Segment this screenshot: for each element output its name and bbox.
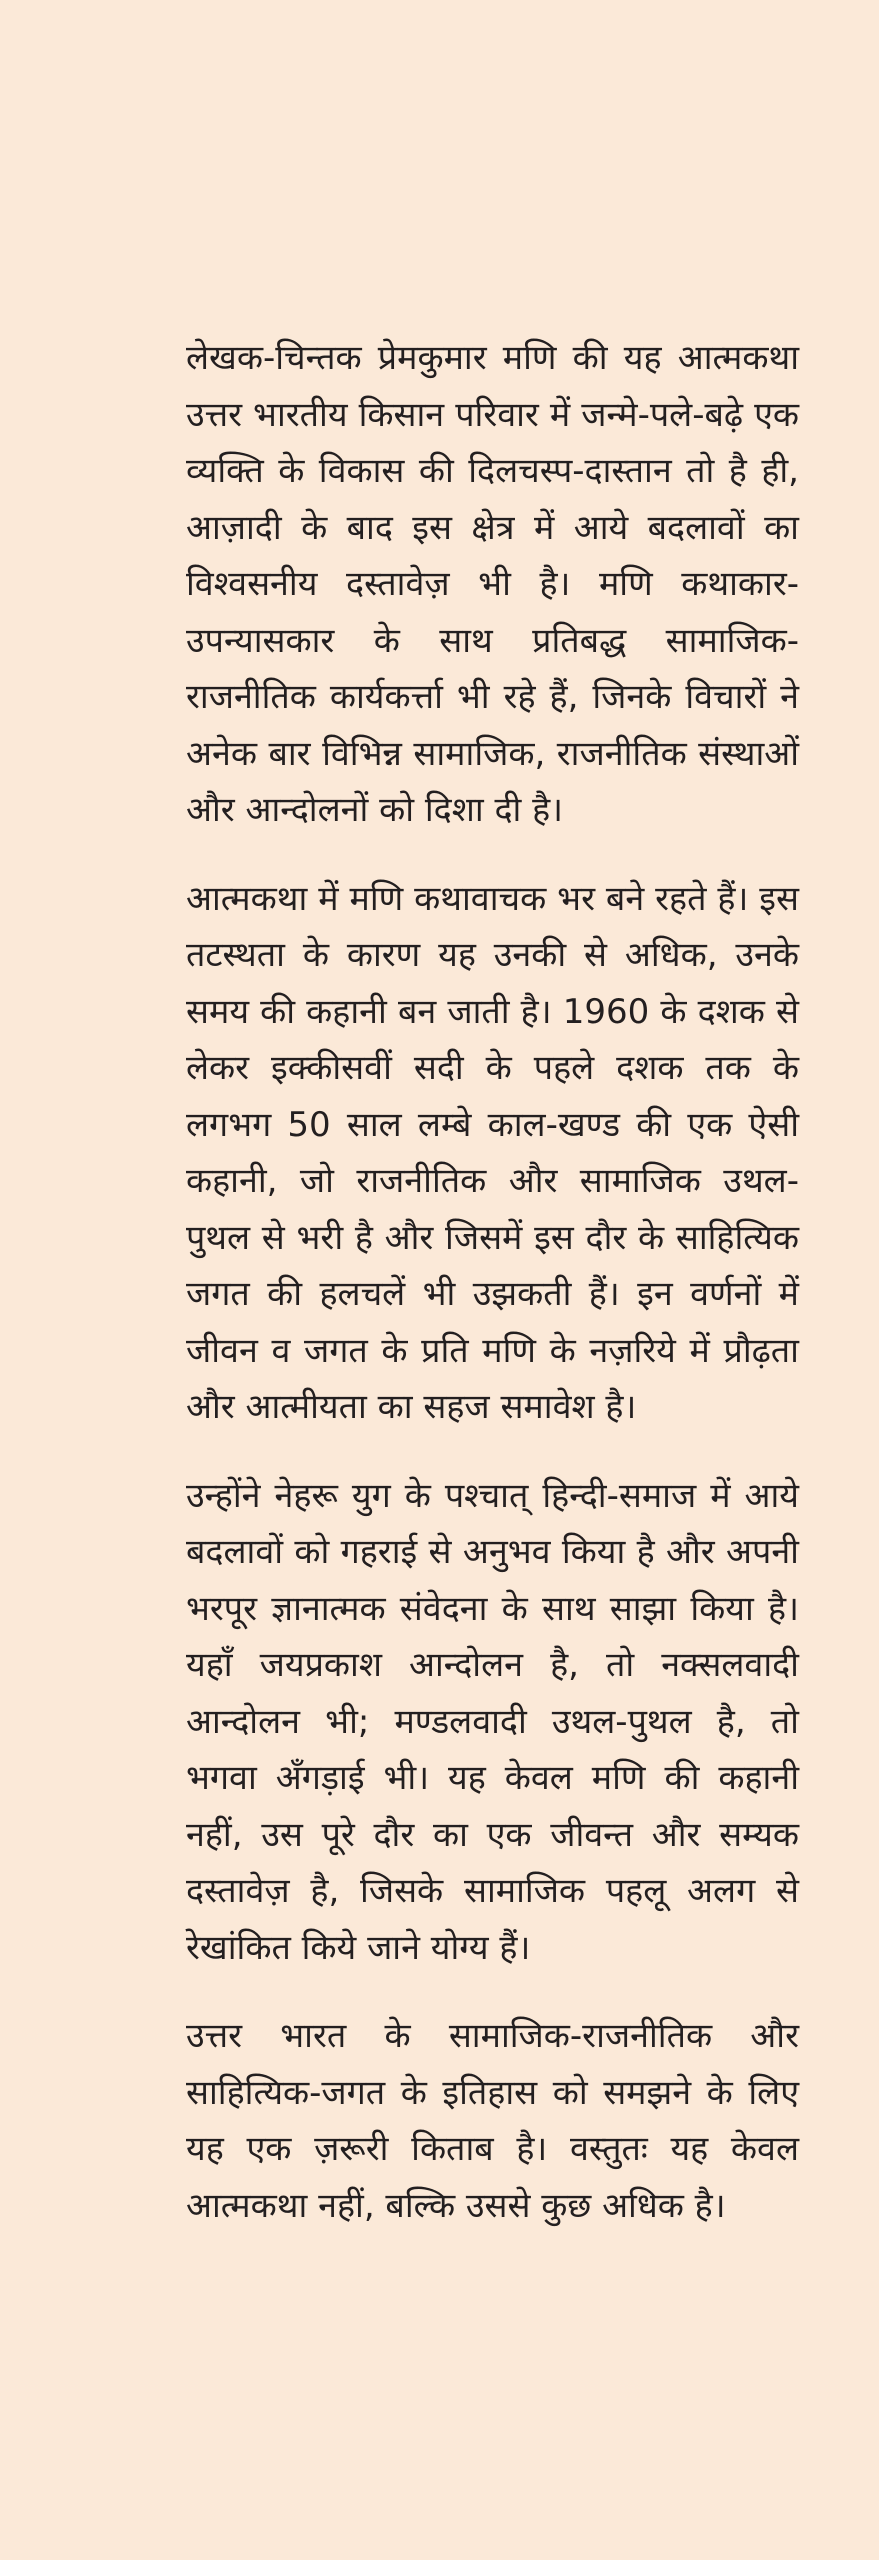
paragraph-narrator: आत्मकथा में मणि कथावाचक भर बने रहते हैं। इस तटस्थता के कारण यह उनकी से अधिक, उनके समय की कहानी बन जाती है। 1960 के दशक से लेकर इक्कीसवीं सदी के पहले दशक तक के लगभग 50 साल लम्बे काल-खण्ड की एक ऐसी कहानी, जो राजनीतिक और सामाजिक उथल-पुथल से भरी है और जिसमें इस दौर के साहित्यिक जगत की हलचलें भी उझकती हैं। इन वर्णनों में जीवन व जगत के प्रति मणि के नज़रिये में प्रौढ़ता और आत्मीयता का सहज समावेश है। <box>186 878 799 1427</box>
paragraph-era: उन्होंने नेहरू युग के पश्चात् हिन्दी-समाज में आये बदलावों को गहराई से अनुभव किया है और अपनी भरपूर ज्ञानात्मक संवेदना के साथ साझा किया है। यहाँ जयप्रकाश आन्दोलन है, तो नक्सलवादी आन्दोलन भी; मण्डलवादी उथल-पुथल है, तो भगवा अँगड़ाई भी। यह केवल मणि की कहानी नहीं, उस पूरे दौर का एक जीवन्त और सम्यक दस्तावेज़ है, जिसके सामाजिक पहलू अलग से रेखांकित किये जाने योग्य हैं। <box>186 1475 799 1968</box>
paragraph-conclusion: उत्तर भारत के सामाजिक-राजनीतिक और साहित्यिक-जगत के इतिहास को समझने के लिए यह एक ज़रूरी किताब है। वस्तुतः यह केवल आत्मकथा नहीं, बल्कि उससे कुछ अधिक है। <box>186 2016 799 2226</box>
blurb-text <box>186 330 799 2266</box>
paragraph-intro: लेखक-चिन्तक प्रेमकुमार मणि की यह आत्मकथा उत्तर भारतीय किसान परिवार में जन्मे-पले-बढ़े एक व्यक्ति के विकास की दिलचस्प-दास्तान तो है ही, आज़ादी के बाद इस क्षेत्र में आये बदलावों का विश्वसनीय दस्तावेज़ भी है। मणि कथाकार-उपन्यासकार के साथ प्रतिबद्ध सामाजिक-राजनीतिक कार्यकर्त्ता भी रहे हैं, जिनके विचारों ने अनेक बार विभिन्न सामाजिक, राजनीतिक संस्थाओं और आन्दोलनों को दिशा दी है। <box>186 338 799 830</box>
